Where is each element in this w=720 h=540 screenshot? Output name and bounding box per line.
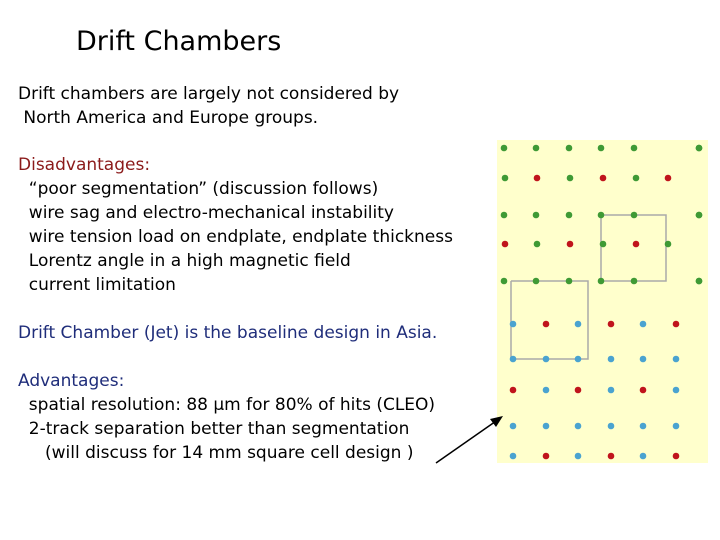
advantages-heading: Advantages: (18, 371, 125, 391)
green-wire-dot (633, 175, 640, 182)
green-wire-dot (631, 145, 638, 152)
green-wire-dot (567, 175, 574, 182)
green-wire-dot (598, 145, 605, 152)
red-wire-dot (502, 241, 509, 248)
red-wire-dot (567, 241, 574, 248)
disadvantage-item: wire sag and electro-mechanical instability (18, 203, 394, 223)
green-wire-dot (566, 212, 573, 219)
blue-wire-dot (510, 453, 517, 460)
green-wire-dot (665, 241, 672, 248)
green-wire-dot (533, 212, 540, 219)
red-wire-dot (543, 321, 550, 328)
blue-wire-dot (543, 356, 550, 363)
slide-title: Drift Chambers (76, 26, 282, 57)
blue-wire-dot (510, 321, 517, 328)
red-wire-dot (665, 175, 672, 182)
red-wire-dot (640, 387, 647, 394)
blue-wire-dot (640, 356, 647, 363)
blue-wire-dot (575, 423, 582, 430)
intro-line: Drift chambers are largely not considered by (18, 84, 400, 104)
red-wire-dot (510, 387, 517, 394)
disadvantage-item: wire tension load on endplate, endplate thickness (18, 227, 453, 247)
green-wire-dot (501, 278, 508, 285)
disadvantages-heading: Disadvantages: (18, 155, 151, 175)
red-wire-dot (608, 321, 615, 328)
blue-wire-dot (575, 356, 582, 363)
disadvantage-item: “poor segmentation” (discussion follows) (18, 179, 379, 199)
red-wire-dot (534, 175, 541, 182)
blue-wire-dot (673, 356, 680, 363)
green-wire-dot (533, 278, 540, 285)
green-wire-dot (598, 278, 605, 285)
diagram-background (497, 140, 708, 463)
green-wire-dot (533, 145, 540, 152)
red-wire-dot (673, 321, 680, 328)
green-wire-dot (631, 278, 638, 285)
blue-wire-dot (575, 453, 582, 460)
intro-line: North America and Europe groups. (18, 108, 319, 128)
green-wire-dot (501, 212, 508, 219)
green-wire-dot (534, 241, 541, 248)
advantage-item: spatial resolution: 88 µm for 80% of hits (CLEO) (18, 395, 436, 415)
green-wire-dot (696, 145, 703, 152)
green-wire-dot (598, 212, 605, 219)
blue-wire-dot (673, 387, 680, 394)
arrow-line (436, 419, 499, 463)
baseline-line: Drift Chamber (Jet) is the baseline design in Asia. (18, 323, 438, 343)
green-wire-dot (631, 212, 638, 219)
disadvantage-item: Lorentz angle in a high magnetic field (18, 251, 351, 271)
green-wire-dot (502, 175, 509, 182)
disadvantage-item: current limitation (18, 275, 176, 295)
advantage-item: (will discuss for 14 mm square cell design ) (18, 443, 414, 463)
blue-wire-dot (608, 387, 615, 394)
green-wire-dot (501, 145, 508, 152)
blue-wire-dot (575, 321, 582, 328)
red-wire-dot (575, 387, 582, 394)
blue-wire-dot (608, 356, 615, 363)
blue-wire-dot (510, 356, 517, 363)
green-wire-dot (600, 241, 607, 248)
blue-wire-dot (543, 423, 550, 430)
green-wire-dot (566, 278, 573, 285)
blue-wire-dot (640, 321, 647, 328)
blue-wire-dot (510, 423, 517, 430)
red-wire-dot (633, 241, 640, 248)
red-wire-dot (543, 453, 550, 460)
blue-wire-dot (640, 453, 647, 460)
blue-wire-dot (543, 387, 550, 394)
green-wire-dot (696, 278, 703, 285)
red-wire-dot (608, 453, 615, 460)
blue-wire-dot (673, 423, 680, 430)
red-wire-dot (673, 453, 680, 460)
red-wire-dot (600, 175, 607, 182)
green-wire-dot (696, 212, 703, 219)
green-wire-dot (566, 145, 573, 152)
blue-wire-dot (640, 423, 647, 430)
advantage-item: 2-track separation better than segmentation (18, 419, 410, 439)
blue-wire-dot (608, 423, 615, 430)
